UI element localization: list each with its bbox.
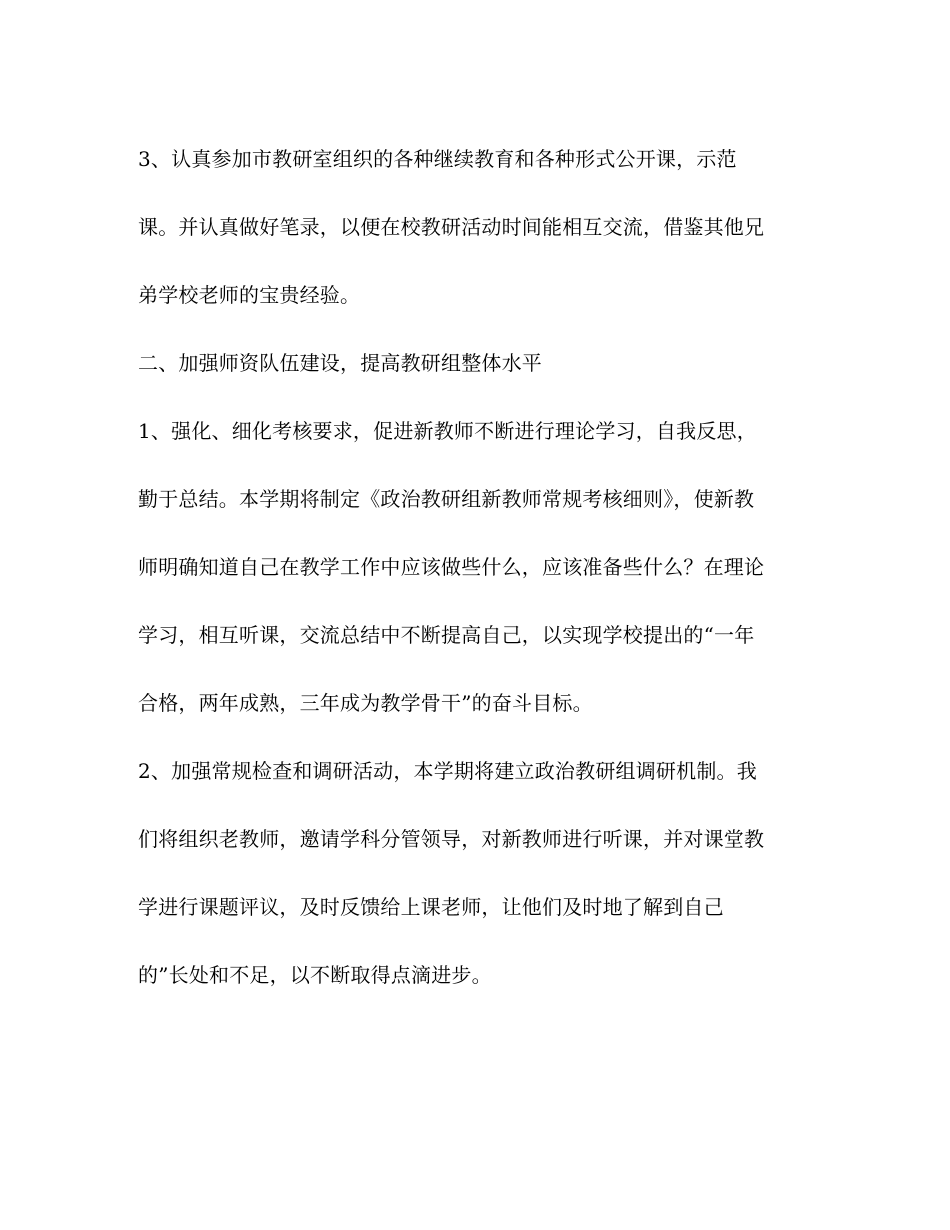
text-line: 们将组织老教师，邀请学科分管领导，对新教师进行听课，并对课堂教 (138, 827, 765, 851)
text-line: 2、加强常规检查和调研活动，本学期将建立政治教研组调研机制。我 (138, 759, 757, 783)
text-line: 师明确知道自己在教学工作中应该做些什么，应该准备些什么？在理论 (138, 555, 765, 579)
text-line: 学进行课题评议，及时反馈给上课老师，让他们及时地了解到自己 (138, 895, 724, 919)
text-line: 课。并认真做好笔录，以便在校教研活动时间能相互交流，借鉴其他兄 (138, 215, 765, 239)
section-heading: 二、加强师资队伍建设，提高教研组整体水平 (138, 351, 542, 375)
text-line: 3、认真参加市教研室组织的各种继续教育和各种形式公开课，示范 (138, 147, 737, 171)
text-line: 弟学校老师的宝贵经验。 (138, 283, 361, 307)
text-line: 1、强化、细化考核要求，促进新教师不断进行理论学习，自我反思， (138, 419, 757, 443)
text-line: 的”长处和不足，以不断取得点滴进步。 (138, 963, 492, 987)
text-line: 合格，两年成熟，三年成为教学骨干”的奋斗目标。 (138, 691, 593, 715)
text-line: 勤于总结。本学期将制定《政治教研组新教师常规考核细则》，使新教 (138, 487, 755, 511)
text-line: 学习，相互听课，交流总结中不断提高自己，以实现学校提出的“一年 (138, 623, 755, 647)
